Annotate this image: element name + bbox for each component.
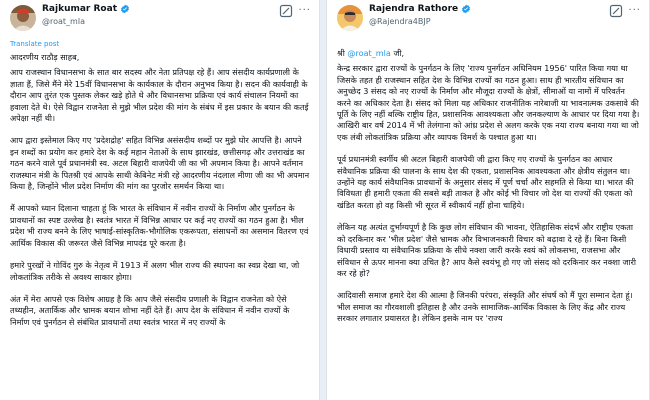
author-handle[interactable]: @Rajendra4BJP xyxy=(369,17,431,26)
mention-link[interactable]: @roat_mla xyxy=(347,48,391,58)
more-options-icon[interactable]: ··· xyxy=(298,5,311,16)
author-name[interactable]: Rajendra Rathore xyxy=(369,4,459,14)
post-paragraph: पूर्व प्रधानमंत्री स्वर्गीय श्री अटल बिहारी वाजपेयी जी द्वारा किए गए राज्यों के पुनर्गठन का आधार संवैधानिक प्रक्रिया की पालना के साथ देश की एकता, प्रशासनिक आवश्यकता और क्षेत्रीय संतुलन था। उन्होंने यह कार्य संवैधानिक प्रावधानों के अनुसार संसद में पूर्ण चर्चा और सहमति से किया था। भारत की विविधता ही हमारी एकता की सबसे बड़ी ताकत है और कोई भी विचार जो देश या राज्यों की एकता को खंडित करता हो वह किसी भी सूरत में स्वीकार्य नहीं होना चाहिये। xyxy=(337,154,634,210)
post-paragraph: आदरणीय राठौड़ साहब, xyxy=(10,52,80,62)
translate-post-link[interactable]: Translate post xyxy=(10,40,60,48)
salutation-suffix: जी, xyxy=(390,48,405,58)
post-text xyxy=(10,52,311,339)
salutation-prefix: श्री xyxy=(337,48,348,58)
post-card-right xyxy=(326,0,650,400)
post-paragraph: केन्द्र सरकार द्वारा राज्यों के पुनर्गठन के लिए 'राज्य पुनर्गठन अधिनियम 1956' पारित किया गया था जिसके तहत ही राजस्थान सहित देश के विभिन्न राज्यों का गठन हुआ। साथ ही भारतीय संविधान का अनुच्छेद 3 संसद को नए राज्यों के निर्माण और मौजूदा राज्यों के क्षेत्रों, सीमाओं या नामों में परिवर्तन करने का अधिकार देता है। संसद को मिला यह अधिकार राजनीतिक नारेबाजी या भावनात्मक उकसावे की पूर्ति के लिए नहीं बल्कि राष्ट्रीय हित, प्रशासनिक आवश्यकता और जनकल्याण के आधार पर दिया गया है। आखिरी बार वर्ष 2014 में भी तेलंगाना को आंध्र प्रदेश से अलग करके एक नया राज्य बनाया गया था जो एक लंबी लोकतांत्रिक प्रक्रिया और व्यापक विमर्श के पश्चात हुआ था। xyxy=(337,63,640,142)
post-paragraph: आदिवासी समाज हमारे देश की आत्मा है जिनकी परंपरा, संस्कृति और संघर्ष को मैं पूरा सम्मान देता हूं। भील समाज का गौरवशाली इतिहास है और उनके सामाजिक-आर्थिक विकास के लिए केंद्र और राज्य सरकार लगातार प्रयासरत है। लेकिन इसके नाम पर 'राज्य xyxy=(337,290,633,324)
verified-icon xyxy=(120,4,130,14)
post-paragraph: हमारे पुरखों ने गोविंद गुरु के नेतृत्व में 1913 में अलग भील राज्य की स्थापना का स्वप्न देखा था, जो लोकतांत्रिक तरीके से अवश्य साकार होगा। xyxy=(10,260,300,282)
more-options-icon[interactable]: ··· xyxy=(628,5,641,16)
post-text xyxy=(337,48,641,336)
post-paragraph: अंत में मेरा आपसे एक विशेष आग्रह है कि आप जैसे संसदीय प्रणाली के विद्वान राजनेता को ऐसे तथ्यहीन, अतार्किक और भ्रामक बयान शोभा नहीं देते हैं। आप देश के संविधान में नवीन राज्यों के निर्माण एवं पुनर्गठन से संबंधित प्रावधानों तथा स्वतंत्र भारत में नए राज्यों के xyxy=(10,293,290,327)
avatar[interactable] xyxy=(337,5,363,31)
post-paragraph: आप राजस्थान विधानसभा के सात बार सदस्य और नेता प्रतिपक्ष रहे हैं। आप संसदीय कार्यप्रणाली के ज्ञाता हैं, जिसे मैंने मेरे 15वीं विधानसभा के कार्यकाल के दौरान अनुभव किया है। सदन की कार्यवाही के दौरान आप तुरंत एक पुस्तक लेकर खड़े होते थे और विधानसभा प्रक्रिया एवं कार्य संचालन नियमों का हवाला देते थे। ऐसे विद्वान राजनेता से मुझे भील प्रदेश की मांग के संबंध में इस प्रकार के बयान की कतई अपेक्षा नहीं थी। xyxy=(10,67,309,124)
verified-icon xyxy=(461,4,471,14)
author-handle[interactable]: @roat_mla xyxy=(42,17,85,26)
post-paragraph: लेकिन यह अत्यंत दुर्भाग्यपूर्ण है कि कुछ लोग संविधान की भावना, ऐतिहासिक संदर्भ और राष्ट्रीय एकता को दरकिनार कर 'भील प्रदेश' जैसे भ्रामक और विभाजनकारी विचार को बढ़ावा दे रहे हैं। बिना किसी विधायी प्रस्ताव या संवैधानिक प्रक्रिया के सीधे नक्शा जारी करके स्वयं को लोकसभा, राजसभा और संविधान से ऊपर मानना क्या उचित है? आप कैसे स्वयंभू हो गए जो संसद को दरकिनार कर नक्शा जारी कर रहे हो? xyxy=(337,222,637,278)
post-header xyxy=(327,0,649,38)
grok-icon[interactable] xyxy=(279,4,293,18)
avatar[interactable] xyxy=(10,5,36,31)
grok-icon[interactable] xyxy=(609,4,623,18)
post-salutation xyxy=(337,48,641,59)
post-paragraph: आप द्वारा इस्तेमाल किए गए 'प्रदेशद्रोह' सहित विभिन्न असंसदीय शब्दों पर मुझे घोर आपत्ति है। आपने इन शब्दों का प्रयोग कर हमारे देश के कई महान नेताओं के साथ झारखंड, छत्तीसगढ़ और उत्तराखंड का गठन करने वाले पूर्व प्रधानमंत्री स्व. अटल बिहारी वाजपेयी जी का भी अपमान किया है। आपने वर्तमान राजस्थान मंत्री के पितश्री एवं आपके साथी केबिनेट मंत्री रहे आदरणीय नंदलाल मीणा जी का भी अपमान किया है, जिन्होंने भील प्रदेश निर्माण की मांग का पुरजोर समर्थन किया था। xyxy=(10,135,310,192)
author-name[interactable]: Rajkumar Roat xyxy=(42,4,117,14)
post-header xyxy=(0,0,319,38)
post-card-left xyxy=(0,0,320,400)
post-paragraph: मैं आपको ध्यान दिलाना चाहता हूं कि भारत के संविधान में नवीन राज्यों के निर्माण और पुनर्गठन के प्रावधानों का स्पष्ट उल्लेख है। स्वतंत्र भारत में विभिन्न आधार पर कई नए राज्यों का गठन हुआ है। भील प्रदेश भी राज्य बनने के लिए भाषाई-सांस्कृतिक-भौगोलिक एकरूपता, संसाधनों का असमान वितरण एवं आर्थिक विकास की जरूरत जैसे विभिन्न मापदंड पूरे करता है। xyxy=(10,203,309,248)
